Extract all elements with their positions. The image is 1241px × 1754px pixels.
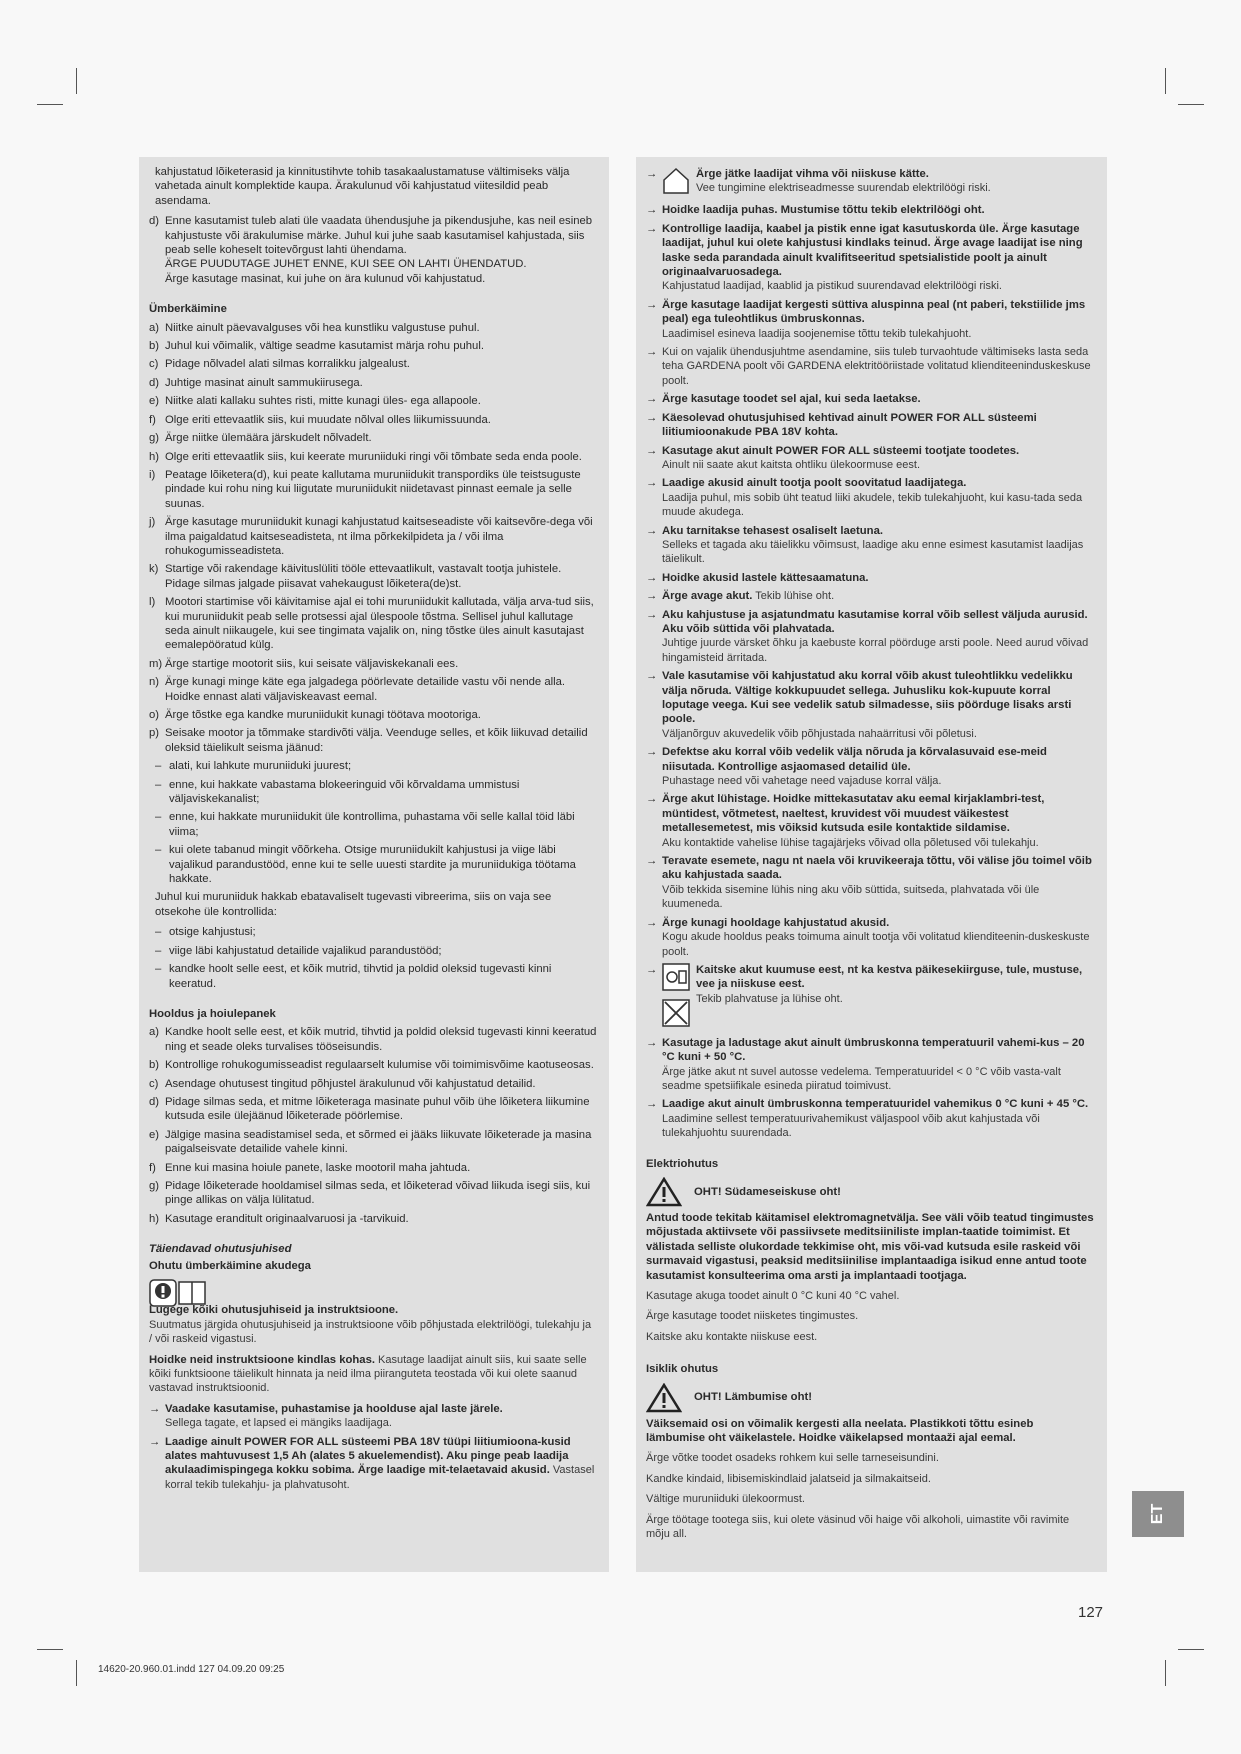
arrow-bold: Ärge kasutage laadijat kergesti süttiva aluspinna peal (nt paberi, tekstiilide jms peal) ega tuleohtlikus ümbruskonnas. bbox=[662, 298, 1086, 326]
arrow-item bbox=[646, 167, 1095, 199]
arrow-bold: Käesolevad ohutusjuhised kehtivad ainult POWER FOR ALL süsteemi liitiumioonakude PBA 18V kohta. bbox=[662, 411, 1037, 439]
list-item bbox=[149, 394, 597, 408]
item-marker: d) bbox=[149, 215, 160, 228]
item-text: Ärge tõstke ega kandke muruniidukit kunagi töötava mootoriga. bbox=[165, 709, 481, 721]
item-marker: h) bbox=[149, 450, 160, 463]
arrow-bold: Laadige akut ainult ümbruskonna temperatuuridel vahemikus 0 °C kuni + 45 °C. bbox=[662, 1098, 1089, 1111]
item-text: Ärge niitke ülemäära järskudelt nõlvadelt. bbox=[165, 432, 372, 445]
item-marker: e) bbox=[149, 395, 160, 408]
dash-marker: – bbox=[155, 926, 162, 939]
arrow-text: Sellega tagate, et lapsed ei mängiks laadijaga. bbox=[165, 1417, 392, 1430]
dash-text: kui olete tabanud mingit võõrkeha. Otsige muruniidukilt kahjustusi ja viige läbi vajalikud parandustööd, enne kui te selle uuesti stardite ja muruniidukiga töötama hakkate. bbox=[169, 844, 576, 886]
list-item bbox=[149, 357, 597, 371]
keep-instructions-bold: Hoidke neid instruktsioone kindlas kohas. bbox=[149, 1353, 375, 1366]
arrow-list bbox=[646, 1036, 1095, 1141]
arrow-icon: → bbox=[646, 222, 658, 235]
list-item bbox=[149, 1095, 597, 1124]
arrow-bold: Kasutage ja ladustage akut ainult ümbruskonna temperatuuril vahemi-kus – 20 °C kuni + 50 °C. bbox=[662, 1036, 1085, 1064]
text-line: Vältige muruniiduki ülekoormust. bbox=[646, 1493, 805, 1506]
arrow-bold: Hoidke laadija puhas. Mustumise tõttu tekib elektrilöögi oht. bbox=[662, 204, 985, 217]
item-text: Peatage lõiketera(d), kui peate kallutama muruniidukit transpordiks üle teistsuguste pindade kui rohu ning kui liigutate muruniidukit niidetavast pinnast eemale ja selle suunas. bbox=[165, 468, 581, 510]
section-heading-personal: Isiklik ohutus bbox=[646, 1363, 719, 1376]
crop-mark bbox=[1165, 68, 1166, 94]
arrow-item bbox=[646, 203, 1095, 217]
arrow-icon: → bbox=[646, 346, 658, 359]
dash-text: enne, kui hakkate muruniidukit üle kontrollima, puhastama või selle kallal töid läbi viima; bbox=[169, 811, 575, 838]
list-item bbox=[149, 1179, 597, 1208]
dash-item bbox=[149, 925, 597, 939]
list-item bbox=[149, 708, 597, 722]
read-instructions-text: Suutmatus järgida ohutusjuhiseid ja instruktsioone võib põhjustada elektrilöögi, tulekahju ja / või raskeid vigastusi. bbox=[149, 1318, 592, 1346]
crop-mark bbox=[76, 68, 77, 94]
subheading-battery: Ohutu ümberkäimine akudega bbox=[149, 1259, 311, 1272]
personal-warning-label: OHT! Lämbumise oht! bbox=[694, 1391, 812, 1404]
arrow-icon: → bbox=[149, 1435, 161, 1448]
item-marker: h) bbox=[149, 1212, 160, 1225]
dash-text: enne, kui hakkate vabastama blokeeringuid või kõrvaldama ummistusi väljaviskekanalist; bbox=[169, 778, 520, 806]
arrow-item bbox=[646, 669, 1095, 741]
item-text: Olge eriti ettevaatlik siis, kui keerate muruniiduki ringi või tõmbate seda enda poole. bbox=[165, 450, 582, 463]
arrow-bold: Hoidke akusid lastele kättesaamatuna. bbox=[662, 571, 869, 584]
arrow-icon: → bbox=[646, 746, 658, 759]
arrow-bold: Vale kasutamise või kahjustatud aku korral võib akust tuleohtlikku vedelikku välja nõruda. Vältige kokkupuudet sellega. Juhusliku kok-kupuute korral loputage veega. Kui see vedelik satub silmadesse, siis pöörduge lisaks arsti poole. bbox=[662, 670, 1073, 726]
list-item bbox=[149, 1161, 597, 1175]
section-heading-electrical: Elektriohutus bbox=[646, 1157, 719, 1170]
print-footer: 14620-20.960.01.indd 127 04.09.20 09:25 bbox=[98, 1664, 285, 1675]
item-marker: a) bbox=[149, 1026, 160, 1039]
item-marker: a) bbox=[149, 321, 160, 334]
item-text: Startige või rakendage käivituslüliti tööle ettevaatlikult, vastavalt tootja juhistele. Pidage silmas jalgade piisavat vahekaugust lõiketera(de)st. bbox=[165, 563, 562, 590]
arrow-item bbox=[646, 963, 1095, 1032]
keep-instructions-text: Kasutage laadijat ainult siis, kui saate selle kõiki funktsioone täielikult hinnata ja neid ilma piiranguteta teostada või kui olete saanud vastavad instruktsioonid. bbox=[149, 1353, 587, 1395]
item-text: Pidage nõlvadel alati silmas korralikku jalgealust. bbox=[165, 358, 410, 371]
arrow-bold: Kontrollige laadija, kaabel ja pistik enne igat kasutuskorda üle. Ärge kasutage laadijat, juhul kui olete kahjustusi kindlaks teinud. Ärge avage laadijat ise ning laske seda parandada ainult kvalifitseeritud spetsialistide poolt ja ainult originaalvaruosadega. bbox=[662, 222, 1083, 279]
crop-mark bbox=[76, 1660, 77, 1686]
arrow-bold: Ärge kasutage toodet sel ajal, kui seda laetakse. bbox=[662, 393, 921, 406]
arrow-text: Aku kontaktide vahelise lühise tagajärjeks võivad olla põletused või tulekahju. bbox=[662, 836, 1039, 849]
item-text: Mootori startimise või käivitamise ajal ei tohi muruniidukit kallutada, välja arva-tud siis, kui muruniidukit peab selle protsessi ajal ülespoole tõstma. Sellisel juhul kallutage seda ainult niikaugele, kui see tingimata vajalik on, ning tõstke üles ainult kasutajast eemalepööratud külg. bbox=[165, 596, 594, 652]
text-line: Ärge töötage tootega siis, kui olete väsinud või haige või alkoholi, uimastite või ravimite mõju all. bbox=[646, 1513, 1070, 1541]
arrow-item bbox=[646, 745, 1095, 788]
item-marker: b) bbox=[149, 1059, 160, 1072]
arrow-icon: → bbox=[646, 608, 658, 621]
arrow-item bbox=[646, 1097, 1095, 1140]
dash-marker: – bbox=[155, 760, 162, 773]
arrow-item bbox=[646, 392, 1095, 406]
arrow-icon: → bbox=[149, 1402, 161, 1415]
arrow-icon: → bbox=[646, 411, 658, 424]
list-item bbox=[149, 562, 597, 591]
arrow-bold: Kasutage akut ainult POWER FOR ALL süsteemi tootjate toodetes. bbox=[662, 444, 1020, 457]
dash-item bbox=[149, 843, 597, 886]
item-text: Kontrollige rohukogumisseadist regulaarselt kulumise või toimimisvõime kaotuseosas. bbox=[165, 1059, 594, 1072]
item-marker: m) bbox=[149, 657, 163, 670]
item-text: Pidage silmas seda, et mitme lõiketeraga masinate puhul võib ühe lõiketera liikumine kutsuda esile ülejäänud lõiketerade pöörlemise. bbox=[165, 1095, 590, 1123]
dash-marker: – bbox=[155, 944, 162, 957]
arrow-text: Selleks et tagada aku täielikku võimsust, laadige aku enne esimest kasutamist laadijas täielikult. bbox=[662, 538, 1084, 566]
item-marker: g) bbox=[149, 432, 160, 445]
item-marker: c) bbox=[149, 1077, 159, 1090]
list-item bbox=[149, 450, 597, 464]
item-text: Niitke ainult päevavalguses või hea kunstliku valgustuse puhul. bbox=[165, 321, 480, 334]
arrow-bold: Laadige ainult POWER FOR ALL süsteemi PBA 18V tüüpi liitiumioona-kusid alates mahtuvusest 1,5 Ah (alates 5 akuelemendist). Aku pinge peab laadija akulaadimispingega kokku sobima. Ärge laadige mit-telaetavaid akusid. bbox=[165, 1435, 571, 1477]
crop-mark bbox=[1178, 104, 1204, 105]
arrow-icon: → bbox=[646, 444, 658, 457]
arrow-text: Vastasel korral tekib tulekahju- ja plahvatusoht. bbox=[165, 1464, 595, 1491]
arrow-item bbox=[646, 854, 1095, 912]
item-text: Seisake mootor ja tõmmake stardivõti välja. Veenduge selles, et kõik liikuvad detailid oleksid täielikult seisma jäänud: bbox=[165, 727, 588, 754]
arrow-item bbox=[646, 792, 1095, 850]
arrow-text: Võib tekkida sisemine lühis ning aku võib süttida, suitseda, plahvatada või üle kuumeneda. bbox=[662, 883, 1040, 911]
item-text: Enne kasutamist tuleb alati üle vaadata ühendusjuhe ja pikendusjuhe, kas neil esineb kahjustuste või ärakulumise märke. Juhul kui juhe saab kasutamisel kahjustada, siis peab selle koheselt toitevõrgust lahti ühendama. bbox=[165, 215, 593, 257]
item-marker: f) bbox=[149, 413, 156, 426]
crop-mark bbox=[1165, 1660, 1166, 1686]
item-marker: n) bbox=[149, 676, 160, 689]
arrow-item bbox=[646, 524, 1095, 567]
rain-warning-bold: Ärge jätke laadijat vihma või niiskuse kätte. bbox=[696, 168, 929, 180]
arrow-text: Kui on vajalik ühendusjuhtme asendamine, siis tuleb turvaohtude vältimiseks lasta seda teha GARDENA poolt või GARDENA elektritööriistade volitatud klienditeeninduskeskuse poolt. bbox=[662, 346, 1091, 387]
arrow-list bbox=[646, 203, 1095, 959]
arrow-item bbox=[646, 345, 1095, 388]
warning-triangle-icon bbox=[646, 1177, 682, 1207]
arrow-icon: → bbox=[646, 793, 658, 806]
list-item bbox=[149, 431, 597, 445]
personal-warning-text: Väiksemaid osi on võimalik kergesti alla neelata. Plastikkoti tõttu esineb lämbumise oht väikelastele. Hoidke väikelapsed montaaži ajal eemal. bbox=[646, 1417, 1034, 1445]
list-item bbox=[149, 1128, 597, 1157]
item-marker: o) bbox=[149, 709, 160, 721]
page-number: 127 bbox=[1078, 1604, 1104, 1621]
arrow-text: Puhastage need või vahetage need vajaduse korral välja. bbox=[662, 775, 942, 788]
list-item bbox=[149, 726, 597, 755]
dash-item bbox=[149, 778, 597, 807]
section-heading-additional: Täiendavad ohutusjuhised bbox=[149, 1243, 292, 1256]
arrow-bold: Vaadake kasutamise, puhastamise ja hoolduse ajal laste järele. bbox=[165, 1402, 503, 1415]
item-marker: g) bbox=[149, 1179, 160, 1192]
arrow-text: Kahjustatud laadijad, kaablid ja pistikud suurendavad elektrilöögi riski. bbox=[662, 280, 1002, 293]
arrow-item bbox=[646, 476, 1095, 519]
list-item bbox=[149, 657, 597, 671]
arrow-bold: Defektse aku korral võib vedelik välja nõruda ja kõrvalasuvaid ese-meid niisutada. Kontrollige asjaomased detailid üle. bbox=[662, 746, 1047, 773]
heat-warning-bold: Kaitske akut kuumuse eest, nt ka kestva päikesekiirguse, tule, mustuse, vee ja niiskuse eest. bbox=[696, 963, 1083, 991]
arrow-item bbox=[149, 1435, 597, 1493]
arrow-item bbox=[646, 298, 1095, 341]
read-instructions-title: Lugege kõiki ohutusjuhiseid ja instruktsioone. bbox=[149, 1304, 399, 1317]
personal-lines bbox=[646, 1451, 1095, 1541]
list-item bbox=[149, 1077, 597, 1091]
item-text: Kandke hoolt selle eest, et kõik mutrid, tihvtid ja poldid oleksid tugevasti kinni keeratud ning et seade oleks turvalises tööseisundis. bbox=[165, 1026, 597, 1053]
arrow-icon: → bbox=[646, 963, 658, 976]
arrow-bold: Aku kahjustuse ja asjatundmatu kasutamise korral võib sellest väljuda aurusid. Aku võib süttida või plahvatada. bbox=[662, 608, 1088, 635]
item-marker: f) bbox=[149, 1161, 156, 1174]
arrow-item bbox=[149, 1402, 597, 1431]
item-text: Juhul kui võimalik, vältige seadme kasutamist märja rohu puhul. bbox=[165, 340, 484, 353]
list-item bbox=[149, 321, 597, 335]
item-text: Kasutage eranditult originaalvaruosi ja -tarvikuid. bbox=[165, 1212, 409, 1225]
item-text: Niitke alati kallaku suhtes risti, mitte kunagi üles- ega allapoole. bbox=[165, 395, 481, 408]
arrow-item bbox=[646, 1036, 1095, 1094]
no-water-icon bbox=[662, 999, 690, 1031]
arrow-text: Ärge jätke akut nt suvel autosse vedelema. Temperatuuridel < 0 °C võib vasta-valt seadme spetsiifikale esineda piiratud toimivust. bbox=[662, 1065, 1061, 1092]
intro-text: kahjustatud lõiketerasid ja kinnitustihvte tohib tasakaalustamatuse vältimiseks välja vahetada ainult komplektide kaupa. Ärakulunud või kahjustatud viitesildid peab asendama. bbox=[155, 166, 570, 207]
dash-marker: – bbox=[155, 811, 162, 824]
list-item bbox=[149, 595, 597, 653]
heat-warning-icon bbox=[662, 963, 690, 995]
arrow-icon: → bbox=[646, 524, 658, 537]
arrow-item bbox=[646, 608, 1095, 666]
electrical-lines bbox=[646, 1289, 1095, 1344]
arrow-icon: → bbox=[646, 1098, 658, 1111]
arrow-text: Kogu akude hooldus peaks toimuma ainult tootja või volitatud klienditeenin-duskeskuste poolt. bbox=[662, 931, 1090, 958]
rain-warning-text: Vee tungimine elektriseadmesse suurendab elektrilöögi riski. bbox=[696, 182, 991, 195]
electrical-warning-text: Antud toode tekitab käitamisel elektromagnetvälja. See väli võib teatud tingimustes mõjustada aktiivsete või passiivsete meditsiiniliste implan-taatide toimimist. Et välistada selliste olukordade tekkimise oht, mis või-vad kutsuda esile raskeid või surmavaid vigastusi, peaksid meditsiinilise implantaadiga isikud enne antud toote kasutamist konsulteerima oma arsti ja implantaadi tootjaga. bbox=[646, 1211, 1094, 1282]
section-heading-handling: Ümberkäimine bbox=[149, 303, 227, 316]
dash-list bbox=[149, 759, 597, 886]
dash-item bbox=[149, 944, 597, 958]
dash-text: otsige kahjustusi; bbox=[169, 926, 256, 939]
item-text: Ärge kasutage masinat, kui juhe on ära kulunud või kahjustatud. bbox=[165, 272, 486, 285]
list-item bbox=[149, 468, 597, 511]
list-item bbox=[149, 515, 597, 558]
right-column bbox=[636, 157, 1107, 1572]
dash-item bbox=[149, 759, 597, 773]
dash-marker: – bbox=[155, 844, 162, 857]
arrow-bold: Laadige akusid ainult tootja poolt soovitatud laadijatega. bbox=[662, 477, 967, 490]
text-line: Kasutage akuga toodet ainult 0 °C kuni 40 °C vahel. bbox=[646, 1290, 900, 1302]
text-line: Kandke kindaid, libisemiskindlaid jalatseid ja silmakaitseid. bbox=[646, 1472, 931, 1485]
list-item bbox=[149, 339, 597, 353]
arrow-bold: Ärge akut lühistage. Hoidke mittekasutatav aku eemal kirjaklambri-test, müntidest, võtmetest, naeltest, kruvidest või muudest väikestest metallesemetest, mis võiksid kutsuda esile kontaktide sildamise. bbox=[662, 793, 1045, 835]
vibrate-text: Juhul kui muruniiduk hakkab ebatavaliselt tugevasti vibreerima, siis on vaja see otsekohe üle kontrollida: bbox=[155, 891, 552, 918]
arrow-icon: → bbox=[646, 204, 658, 217]
arrow-list bbox=[149, 1402, 597, 1492]
arrow-icon: → bbox=[646, 393, 658, 406]
item-marker: d) bbox=[149, 376, 160, 389]
crop-mark bbox=[1178, 1649, 1204, 1650]
dash-text: alati, kui lahkute muruniiduki juurest; bbox=[169, 760, 352, 773]
item-text: Pidage lõiketerade hooldamisel silmas seda, et lõiketerad võivad liikuda isegi siis, kui pinge allikas on välja lülitatud. bbox=[165, 1179, 591, 1207]
crop-mark bbox=[37, 1649, 63, 1650]
arrow-text: Laadimisel esineva laadija soojenemise tõttu tekib tulekahjuoht. bbox=[662, 327, 972, 340]
arrow-bold: Ärge kunagi hooldage kahjustatud akusid. bbox=[662, 916, 890, 929]
arrow-icon: → bbox=[646, 477, 658, 490]
item-text: Juhtige masinat ainult sammukiirusega. bbox=[165, 376, 363, 389]
maintenance-list bbox=[149, 1025, 597, 1226]
crop-mark bbox=[37, 104, 63, 105]
dash-marker: – bbox=[155, 778, 162, 791]
text-line: Ärge võtke toodet osadeks rohkem kui selle tarneseisundini. bbox=[646, 1452, 939, 1465]
list-item bbox=[149, 1025, 597, 1054]
arrow-bold: Ärge avage akut. bbox=[662, 590, 753, 603]
arrow-bold: Teravate esemete, nagu nt naela või kruvikeeraja tõttu, või välise jõu toimel võib aku kahjustada saada. bbox=[662, 855, 1092, 882]
item-text: Jälgige masina seadistamisel seda, et sõrmed ei jääks liikuvate lõiketerade ja masina paigalseisvate detailide vahele kinni. bbox=[165, 1128, 592, 1156]
arrow-icon: → bbox=[646, 670, 658, 683]
list-item bbox=[149, 675, 597, 704]
handling-list bbox=[149, 321, 597, 756]
arrow-text: Laadija puhul, mis sobib üht teatud liiki akudele, tekib tulekahjuoht, kui kasu-tada seda muude akudega. bbox=[662, 491, 1083, 519]
dash-item bbox=[149, 810, 597, 839]
arrow-icon: → bbox=[646, 590, 658, 603]
arrow-icon: → bbox=[646, 855, 658, 868]
item-marker: d) bbox=[149, 1095, 160, 1108]
arrow-icon: → bbox=[646, 916, 658, 929]
list-item bbox=[149, 1058, 597, 1072]
item-marker: c) bbox=[149, 358, 159, 371]
list-item bbox=[149, 413, 597, 427]
arrow-icon: → bbox=[646, 168, 658, 180]
arrow-text: Tekib lühise oht. bbox=[752, 590, 835, 603]
warning-triangle-icon bbox=[646, 1383, 682, 1413]
item-marker: p) bbox=[149, 727, 160, 740]
dash-text: viige läbi kahjustatud detailide vajalikud parandustööd; bbox=[169, 944, 442, 957]
electrical-warning-label: OHT! Südameseiskuse oht! bbox=[694, 1185, 841, 1198]
item-marker: j) bbox=[149, 516, 156, 529]
dash-text: kandke hoolt selle eest, et kõik mutrid, tihvtid ja poldid oleksid tugevasti kinni keeratud. bbox=[169, 963, 552, 990]
arrow-text: Ainult nii saate akut kaitsta ohtliku ülekoormuse eest. bbox=[662, 458, 921, 471]
arrow-item bbox=[646, 916, 1095, 959]
arrow-item bbox=[646, 411, 1095, 440]
item-text: ÄRGE PUUDUTAGE JUHET ENNE, KUI SEE ON LAHTI ÜHENDATUD. bbox=[165, 258, 527, 271]
list-item bbox=[149, 376, 597, 390]
arrow-text: Laadimine sellest temperatuurivahemikust väljaspool võib akut kahjustada või tulekahjuohtu suurendada. bbox=[662, 1112, 1040, 1140]
arrow-bold: Aku tarnitakse tehasest osaliselt laetuna. bbox=[662, 524, 884, 537]
item-text: Ärge startige mootorit siis, kui seisate väljaviskekanali ees. bbox=[165, 657, 459, 670]
item-text: Ärge kasutage muruniidukit kunagi kahjustatud kaitseseadiste või kaitsevõre-dega või ilma paigaldatud kaitseseadisteta, nt ilma põrkekilpideta ja / või ilma rohukogumisseadisteta. bbox=[165, 516, 593, 557]
item-marker: l) bbox=[149, 596, 156, 609]
arrow-icon: → bbox=[646, 298, 658, 311]
item-marker: k) bbox=[149, 563, 159, 576]
item-text: Asendage ohutusest tingitud põhjustel ärakulunud või kahjustatud detailid. bbox=[165, 1077, 536, 1090]
arrow-item bbox=[646, 222, 1095, 294]
heat-warning-text: Tekib plahvatuse ja lühise oht. bbox=[696, 992, 843, 1005]
item-marker: b) bbox=[149, 340, 160, 353]
item-marker: i) bbox=[149, 468, 156, 481]
item-text: Olge eriti ettevaatlik siis, kui muudate nõlval olles liikumissuunda. bbox=[165, 413, 491, 426]
arrow-item bbox=[646, 444, 1095, 473]
arrow-icon: → bbox=[646, 1036, 658, 1049]
list-item bbox=[149, 1212, 597, 1226]
language-tab bbox=[1132, 1491, 1184, 1537]
arrow-item bbox=[646, 589, 1095, 603]
arrow-text: Juhtige juurde värsket õhku ja kaebuste korral pöörduge arsti poole. Need aurud võivad hingamisteid ärritada. bbox=[662, 637, 1089, 664]
language-tab-label: ET bbox=[1148, 1503, 1166, 1525]
left-column bbox=[139, 157, 609, 1572]
list-item bbox=[149, 214, 597, 286]
arrow-text: Väljanõrguv akuvedelik võib põhjustada nahaärritusi või põletusi. bbox=[662, 727, 977, 740]
dash-list bbox=[149, 925, 597, 991]
arrow-item bbox=[646, 571, 1095, 585]
text-line: Ärge kasutage toodet niisketes tingimustes. bbox=[646, 1310, 859, 1323]
dash-marker: – bbox=[155, 963, 162, 976]
text-line: Kaitske aku kontakte niiskuse eest. bbox=[646, 1330, 818, 1343]
item-text: Enne kui masina hoiule panete, laske mootoril maha jahtuda. bbox=[165, 1161, 471, 1174]
section-heading-maintenance: Hooldus ja hoiulepanek bbox=[149, 1007, 276, 1020]
arrow-icon: → bbox=[646, 571, 658, 584]
item-marker: e) bbox=[149, 1128, 160, 1141]
indoor-use-icon bbox=[662, 167, 690, 199]
item-text: Ärge kunagi minge käte ega jalgadega pöörlevate detailide vastu või nende alla. Hoidke ennast alati väljaviskeavast eemal. bbox=[165, 676, 566, 703]
dash-item bbox=[149, 962, 597, 991]
